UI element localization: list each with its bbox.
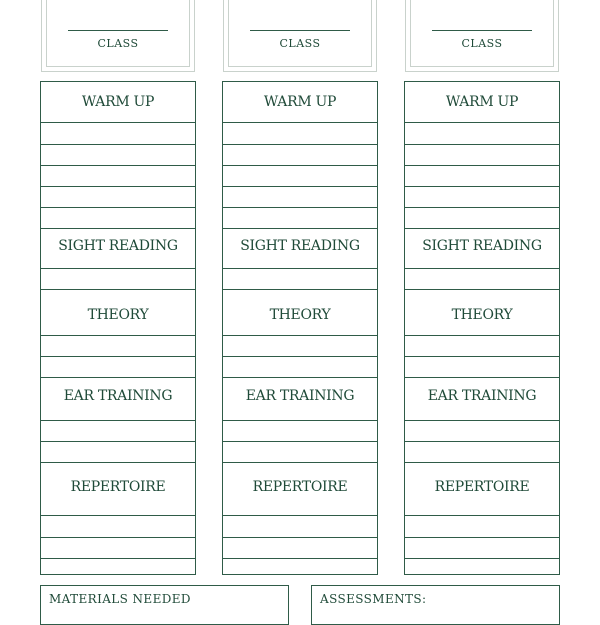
materials-needed-box (40, 585, 289, 625)
write-line (41, 441, 195, 442)
materials-needed-label: MATERIALS NEEDED (49, 592, 191, 606)
section-theory: THEORY (87, 307, 149, 323)
write-line (223, 515, 377, 516)
section-warm-up: WARM UP (263, 94, 337, 110)
write-line (223, 441, 377, 442)
write-line (405, 537, 559, 538)
write-line (405, 356, 559, 357)
write-line (41, 377, 195, 378)
write-line (41, 122, 195, 123)
class-write-line (68, 30, 168, 31)
write-line (41, 228, 195, 229)
assessments-box (311, 585, 560, 625)
class-box-1 (41, 0, 195, 72)
class-label: CLASS (97, 37, 139, 50)
write-line (223, 289, 377, 290)
write-line (41, 462, 195, 463)
write-line (41, 515, 195, 516)
write-line (223, 122, 377, 123)
lesson-column-1 (40, 81, 196, 575)
write-line (223, 558, 377, 559)
write-line (405, 268, 559, 269)
write-line (223, 462, 377, 463)
write-line (223, 335, 377, 336)
write-line (41, 186, 195, 187)
section-theory: THEORY (451, 307, 513, 323)
class-label: CLASS (279, 37, 321, 50)
write-line (41, 356, 195, 357)
write-line (223, 268, 377, 269)
write-line (41, 144, 195, 145)
write-line (405, 289, 559, 290)
section-ear-training: EAR TRAINING (63, 388, 173, 404)
lesson-column-2 (222, 81, 378, 575)
class-write-line (250, 30, 350, 31)
section-warm-up: WARM UP (81, 94, 155, 110)
lesson-column-3 (404, 81, 560, 575)
write-line (405, 228, 559, 229)
write-line (405, 122, 559, 123)
section-ear-training: EAR TRAINING (427, 388, 537, 404)
write-line (223, 207, 377, 208)
class-box-3 (405, 0, 559, 72)
write-line (41, 289, 195, 290)
section-theory: THEORY (269, 307, 331, 323)
write-line (41, 268, 195, 269)
write-line (405, 420, 559, 421)
write-line (41, 558, 195, 559)
class-box-inner (228, 0, 372, 67)
write-line (223, 228, 377, 229)
class-write-line (432, 30, 532, 31)
write-line (405, 558, 559, 559)
section-warm-up: WARM UP (445, 94, 519, 110)
write-line (223, 186, 377, 187)
section-ear-training: EAR TRAINING (245, 388, 355, 404)
write-line (405, 165, 559, 166)
assessments-label: ASSESSMENTS: (320, 592, 427, 606)
write-line (41, 537, 195, 538)
write-line (405, 186, 559, 187)
write-line (223, 537, 377, 538)
section-repertoire: REPERTOIRE (434, 479, 530, 495)
write-line (405, 144, 559, 145)
write-line (41, 207, 195, 208)
write-line (223, 377, 377, 378)
section-sight-reading: SIGHT READING (422, 238, 542, 254)
write-line (41, 165, 195, 166)
section-sight-reading: SIGHT READING (58, 238, 178, 254)
write-line (405, 462, 559, 463)
write-line (223, 144, 377, 145)
write-line (405, 441, 559, 442)
write-line (223, 165, 377, 166)
write-line (405, 515, 559, 516)
write-line (223, 420, 377, 421)
write-line (405, 377, 559, 378)
class-box-inner (46, 0, 190, 67)
section-repertoire: REPERTOIRE (70, 479, 166, 495)
write-line (405, 207, 559, 208)
write-line (41, 420, 195, 421)
class-label: CLASS (461, 37, 503, 50)
section-sight-reading: SIGHT READING (240, 238, 360, 254)
class-box-inner (410, 0, 554, 67)
class-box-2 (223, 0, 377, 72)
write-line (41, 335, 195, 336)
write-line (405, 335, 559, 336)
write-line (223, 356, 377, 357)
section-repertoire: REPERTOIRE (252, 479, 348, 495)
